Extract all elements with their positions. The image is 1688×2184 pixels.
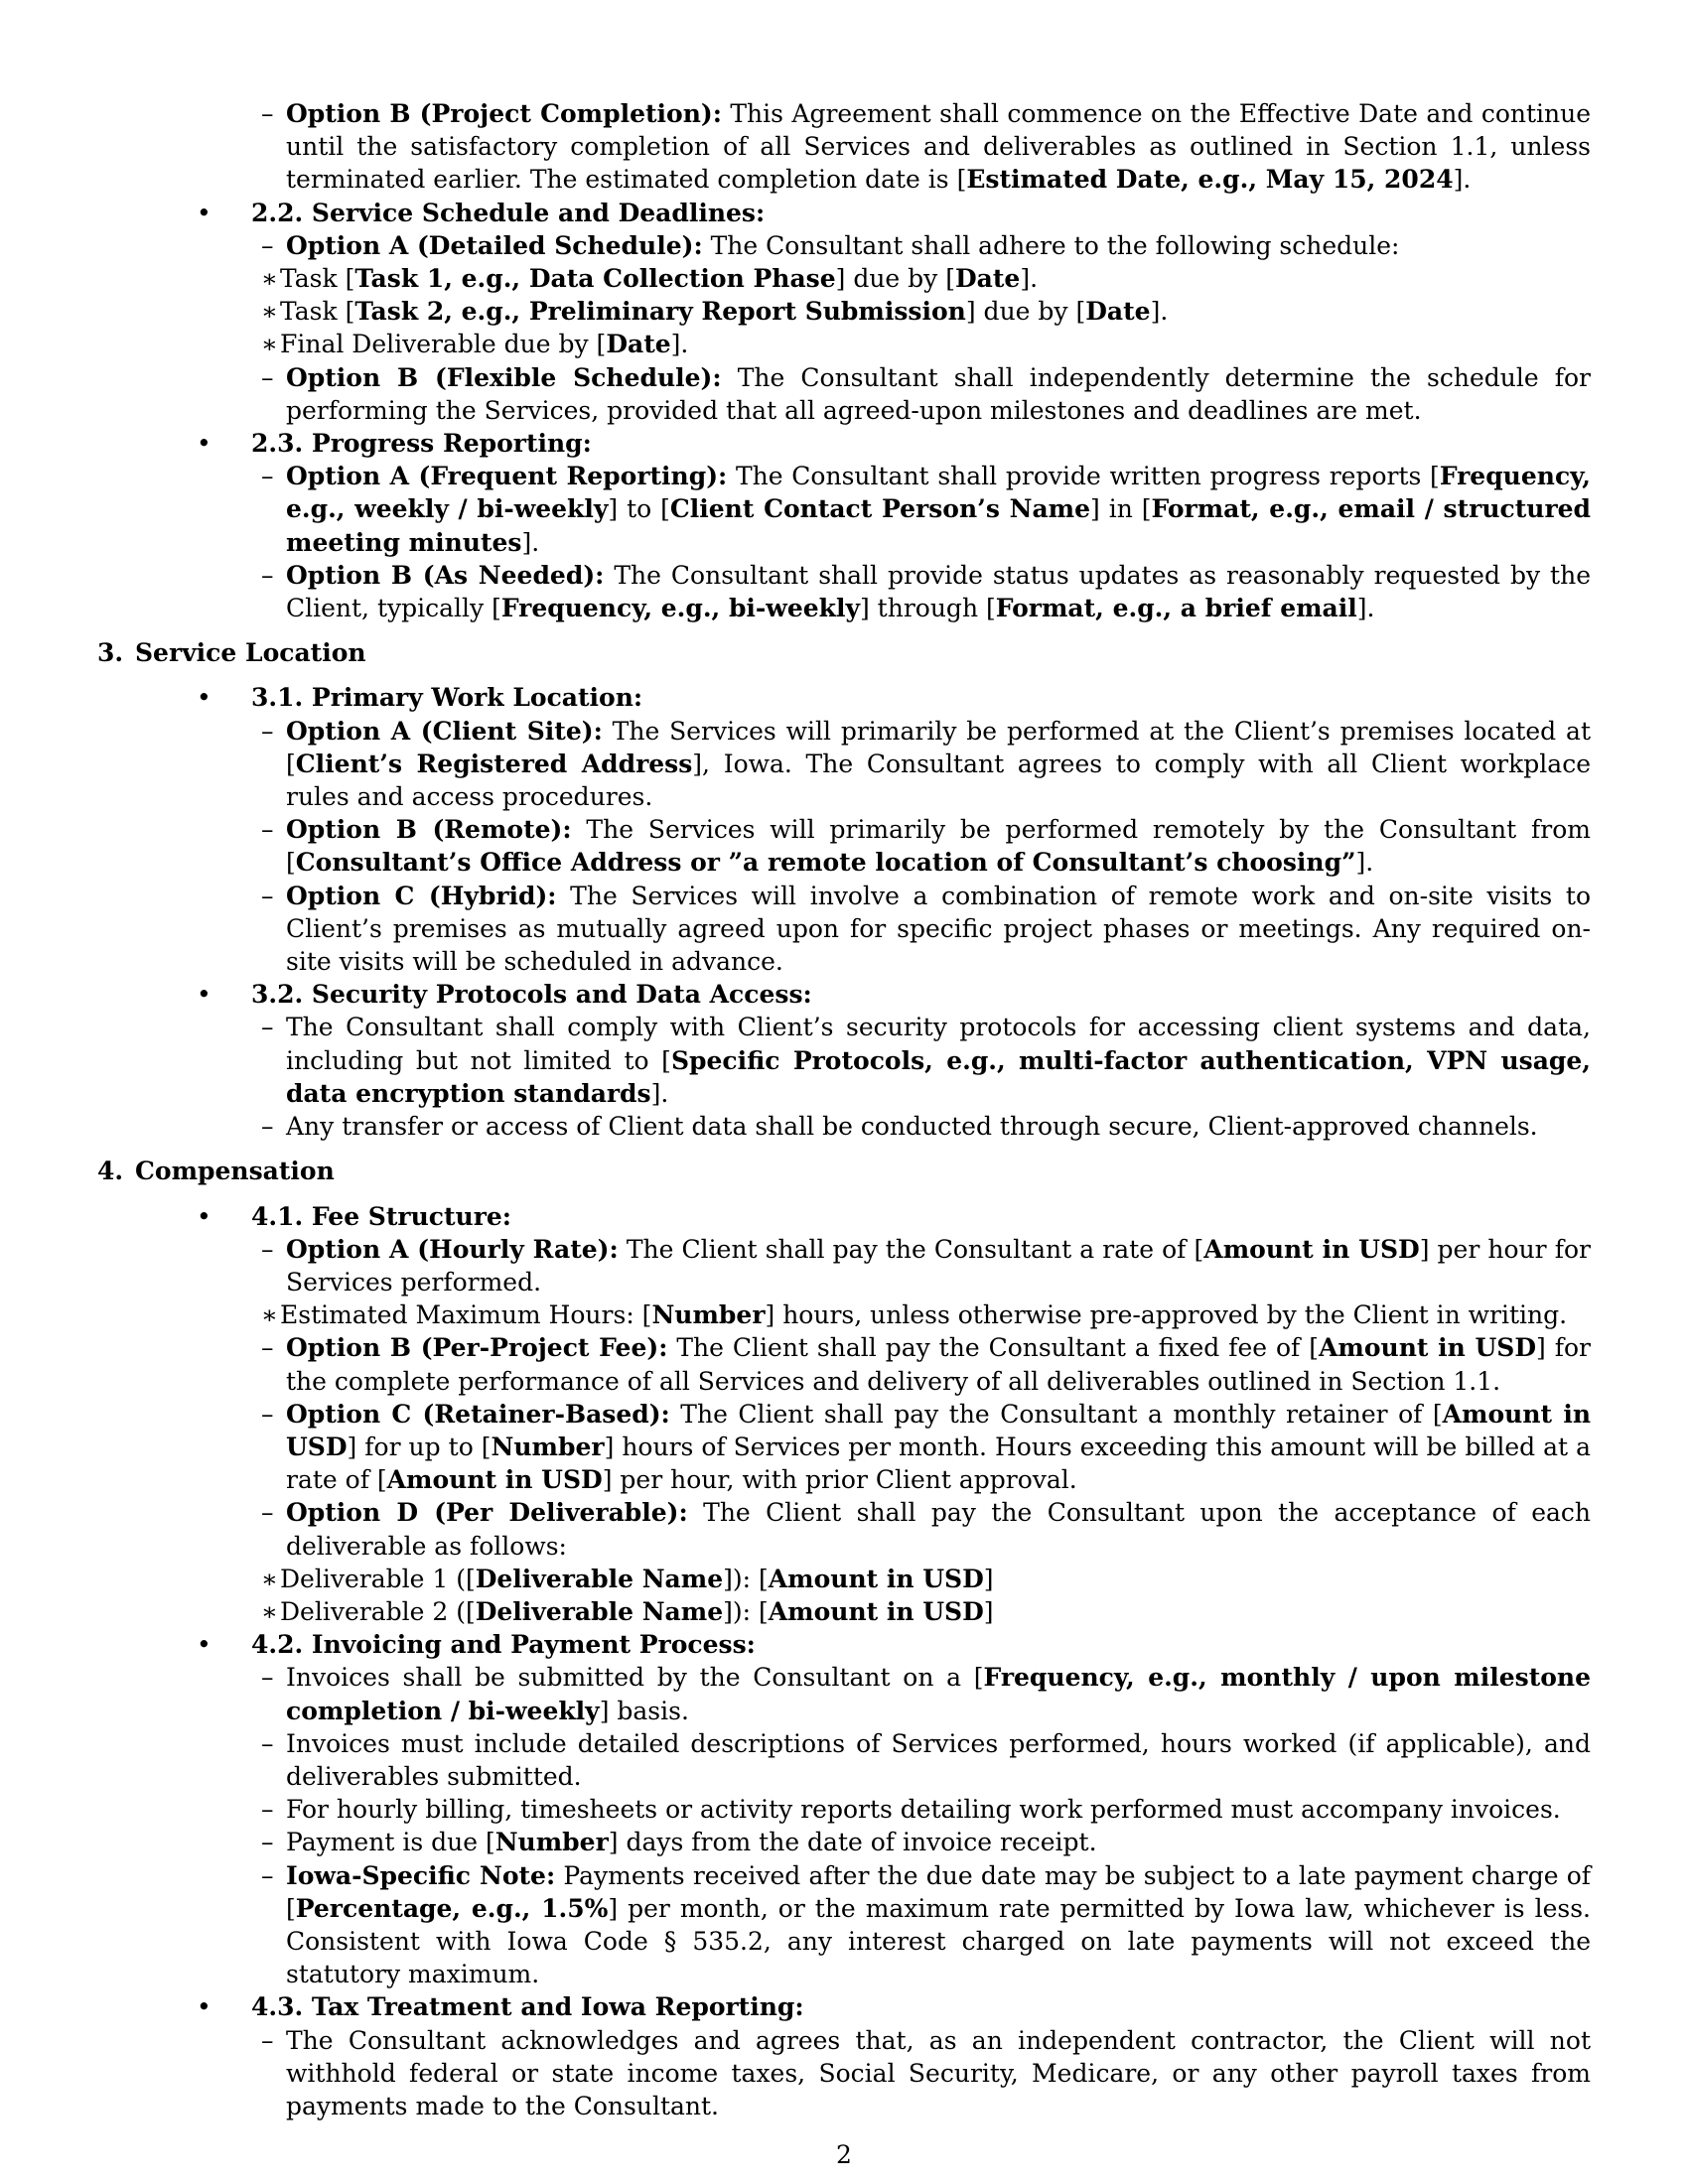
dash-marker: – [261, 1333, 274, 1363]
dash-marker: – [261, 1828, 274, 1857]
invoice-details-item: – Invoices must include detailed descriptions of Services performed, hours worked (if applicable), and deliverables submitted. [261, 1728, 1591, 1791]
option-c-hybrid: – Option C (Hybrid): The Services will involve a combination of remote work and on-site visits to Client’s premises as mutually agreed upon for specific project phases or meetings. Any required on-site visits will be scheduled in advance. [261, 881, 1591, 977]
section-number: 4. [97, 1157, 124, 1186]
subsection-4-1-heading: • 4.1. Fee Structure: [97, 1200, 1591, 1233]
security-protocols-item: – The Consultant shall comply with Client’s security protocols for accessing client systems and data, including but not limited to [Specific Protocols, e.g., multi-factor authentication, VPN usage, data encryption standards]. [261, 1013, 1591, 1108]
section-title: Compensation [135, 1157, 335, 1186]
dash-marker: – [261, 1860, 274, 1890]
data-transfer-item: – Any transfer or access of Client data shall be conducted through secure, Client-approved channels. [97, 1110, 1591, 1143]
deliverable-2: ∗ Deliverable 2 ([Deliverable Name]): [Amount in USD] [97, 1595, 1591, 1628]
schedule-final-deliverable: ∗ Final Deliverable due by [Date]. [97, 328, 1591, 360]
star-marker: ∗ [261, 330, 278, 359]
section-title: Service Location [135, 638, 366, 668]
subsection-2-3-heading: • 2.3. Progress Reporting: [97, 427, 1591, 460]
schedule-task-1: ∗ Task [Task 1, e.g., Data Collection Phase] due by [Date]. [97, 262, 1591, 295]
dash-marker: – [261, 99, 274, 128]
option-label: Option B (Project Completion): [286, 99, 722, 128]
bullet-marker: • [197, 1630, 211, 1660]
bullet-marker: • [197, 429, 211, 459]
star-marker: ∗ [261, 1564, 278, 1593]
deliverable-1: ∗ Deliverable 1 ([Deliverable Name]): [Amount in USD] [97, 1563, 1591, 1595]
dash-marker: – [261, 1234, 274, 1264]
subsection-3-2-heading: • 3.2. Security Protocols and Data Access: [97, 978, 1591, 1011]
section-number: 3. [97, 638, 124, 668]
dash-marker: – [261, 230, 274, 260]
subsection-4-3-heading: • 4.3. Tax Treatment and Iowa Reporting: [97, 1990, 1591, 2023]
estimated-max-hours: ∗ Estimated Maximum Hours: [Number] hours, unless otherwise pre-approved by the Client in writing. [97, 1298, 1591, 1331]
subsection-2-2-heading: • 2.2. Service Schedule and Deadlines: [97, 197, 1591, 229]
bullet-marker: • [197, 198, 211, 227]
option-b-flexible-schedule: – Option B (Flexible Schedule): The Consultant shall independently determine the schedule for performing the Services, provided that all agreed-upon milestones and deadlines are met. [261, 362, 1591, 425]
option-a-frequent-reporting: – Option A (Frequent Reporting): The Consultant shall provide written progress reports [Frequency, e.g., weekly / bi-weekly] to [Client Contact Person’s Name] in [Format, e.g., email / structured meeting minutes]. [261, 462, 1592, 557]
star-marker: ∗ [261, 1300, 278, 1330]
star-marker: ∗ [261, 264, 278, 294]
bullet-marker: • [197, 980, 211, 1010]
dash-marker: – [261, 2025, 274, 2055]
dash-marker: – [261, 881, 274, 910]
payment-due-item: – Payment is due [Number] days from the date of invoice receipt. [97, 1826, 1591, 1858]
section-4-heading [97, 1155, 1591, 1187]
option-b-as-needed: – Option B (As Needed): The Consultant shall provide status updates as reasonably requested by the Client, typically [Frequency, e.g., bi-weekly] through [Format, e.g., a brief email]. [261, 560, 1591, 623]
dash-marker: – [261, 1498, 274, 1528]
subsection-4-2-heading: • 4.2. Invoicing and Payment Process: [97, 1628, 1591, 1661]
dash-marker: – [261, 716, 274, 746]
dash-marker: – [261, 362, 274, 392]
dash-marker: – [261, 815, 274, 845]
bullet-marker: • [197, 683, 211, 713]
dash-marker: – [261, 1795, 274, 1825]
tax-treatment-item: – The Consultant acknowledges and agrees that, as an independent contractor, the Client will not withhold federal or state income taxes, Social Security, Medicare, or any other payroll taxes from payments made to the Consultant. [261, 2025, 1591, 2120]
option-c-retainer-based: – Option C (Retainer-Based): The Client shall pay the Consultant a monthly retainer of [Amount in USD] for up to [Number] hours of Services per month. Hours exceeding this amount will be billed at a rate of [Amount in USD] per hour, with prior Client approval. [261, 1399, 1591, 1495]
dash-marker: – [261, 1663, 274, 1693]
dash-marker: – [261, 1399, 274, 1429]
dash-marker: – [261, 1112, 274, 1142]
option-b-remote: – Option B (Remote): The Services will primarily be performed remotely by the Consultant from [Consultant’s Office Address or ”a remote location of Consultant’s choosing”]. [261, 815, 1591, 878]
placeholder: Estimated Date, e.g., May 15, 2024 [966, 165, 1454, 195]
invoice-frequency-item: – Invoices shall be submitted by the Consultant on a [Frequency, e.g., monthly / upon milestone completion / bi-weekly] basis. [261, 1663, 1592, 1725]
subsection-3-1-heading: • 3.1. Primary Work Location: [97, 681, 1591, 714]
page-number: 2 [836, 2140, 852, 2169]
iowa-specific-note: – Iowa-Specific Note: Payments received after the due date may be subject to a late payment charge of [Percentage, e.g., 1.5%] per month, or the maximum rate permitted by Iowa law, whichever is less. Consistent with Iowa Code § 535.2, any interest charged on late payments will not exceed the statutory maximum. [261, 1860, 1592, 1989]
option-d-per-deliverable: – Option D (Per Deliverable): The Client shall pay the Consultant upon the acceptance of each deliverable as follows: [261, 1498, 1591, 1561]
dash-marker: – [261, 462, 274, 491]
option-a-client-site: – Option A (Client Site): The Services will primarily be performed at the Client’s premises located at [Client’s Registered Address], Iowa. The Consultant agrees to comply with all Client workplace rules and access procedures. [261, 716, 1591, 812]
dash-marker: – [261, 1013, 274, 1042]
dash-marker: – [261, 1728, 274, 1758]
option-b-per-project-fee: – Option B (Per-Project Fee): The Client shall pay the Consultant a fixed fee of [Amount in USD] for the complete performance of all Services and delivery of all deliverables outlined in Section 1.1. [261, 1333, 1592, 1396]
bullet-marker: • [197, 1992, 211, 2022]
option-b-project-completion: – Option B (Project Completion): This Agreement shall commence on the Effective Date and continue until the satisfactory completion of all Services and deliverables as outlined in Section 1.1, unless terminated earlier. The estimated completion date is [Estimated Date, e.g., May 15, 2024]. [261, 99, 1592, 195]
schedule-task-2: ∗ Task [Task 2, e.g., Preliminary Report Submission] due by [Date]. [97, 295, 1591, 328]
bullet-marker: • [197, 1201, 211, 1231]
option-a-detailed-schedule: – Option A (Detailed Schedule): The Consultant shall adhere to the following schedule: [97, 229, 1591, 262]
star-marker: ∗ [261, 1596, 278, 1626]
dash-marker: – [261, 560, 274, 590]
option-a-hourly-rate: – Option A (Hourly Rate): The Client shall pay the Consultant a rate of [Amount in USD] per hour for Services performed. [261, 1234, 1591, 1297]
star-marker: ∗ [261, 297, 278, 327]
section-3-heading [97, 636, 1591, 669]
timesheet-item: – For hourly billing, timesheets or activity reports detailing work performed must accompany invoices. [97, 1793, 1591, 1826]
